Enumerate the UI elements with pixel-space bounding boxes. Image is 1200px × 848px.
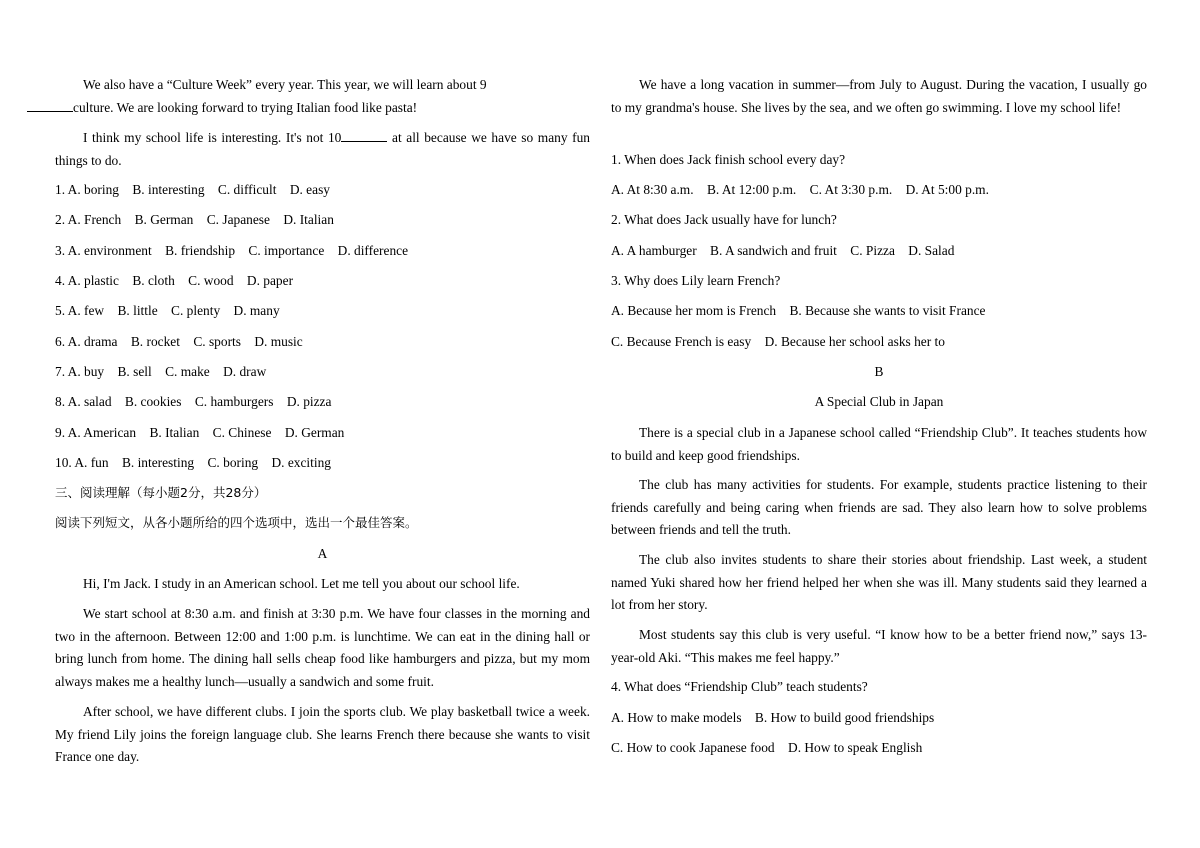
question-3-options-a: A. Because her mom is French B. Because she wants to visit France — [611, 303, 986, 318]
school-life-text-a: I think my school life is interesting. It's not 10 — [83, 130, 342, 145]
question-4: 4. What does “Friendship Club” teach students? — [611, 679, 868, 694]
club-intro-paragraph: There is a special club in a Japanese school called “Friendship Club”. It teaches students how to build and keep good friendships. — [611, 425, 1147, 463]
blank-10 — [341, 127, 387, 142]
schedule-paragraph: We start school at 8:30 a.m. and finish at 3:30 p.m. We have four classes in the morning and two in the afternoon. Between 12:00 and 1:00 p.m. is lunchtime. We can eat in the dining hall or bring lunch from home. The dining hall sells cheap food like hamburgers and pizza, but my mom always makes me a healthy lunch—usually a sandwich and some fruit. — [55, 606, 590, 689]
question-3: 3. Why does Lily learn French? — [611, 273, 781, 288]
option-line-10: 10. A. fun B. interesting C. boring D. exciting — [55, 455, 331, 470]
option-line-3: 3. A. environment B. friendship C. importance D. difference — [55, 243, 409, 258]
option-line-2: 2. A. French B. German C. Japanese D. Italian — [55, 212, 334, 227]
school-life-paragraph — [55, 127, 590, 172]
question-2-options: A. A hamburger B. A sandwich and fruit C. Pizza D. Salad — [611, 243, 955, 258]
passage-label-b: B — [874, 364, 884, 379]
section-instruction: 阅读下列短文，从各小题所给的四个选项中，选出一个最佳答案。 — [55, 515, 418, 530]
culture-week-text-b: culture. We are looking forward to trying Italian food like pasta! — [73, 99, 418, 115]
culture-week-paragraph — [55, 74, 590, 119]
useful-paragraph: Most students say this club is very useful. “I know how to be a better friend now,” says 13-year-old Aki. “This makes me feel happy.” — [611, 627, 1147, 665]
option-line-4: 4. A. plastic B. cloth C. wood D. paper — [55, 273, 294, 288]
option-line-7: 7. A. buy B. sell C. make D. draw — [55, 364, 267, 379]
option-line-1: 1. A. boring B. interesting C. difficult D. easy — [55, 182, 330, 197]
question-3-options-b: C. Because French is easy D. Because her school asks her to — [611, 334, 945, 349]
question-4-options-a: A. How to make models B. How to build good friendships — [611, 710, 935, 725]
option-line-9: 9. A. American B. Italian C. Chinese D. German — [55, 425, 345, 440]
passage-title: A Special Club in Japan — [814, 394, 944, 409]
question-1-options: A. At 8:30 a.m. B. At 12:00 p.m. C. At 3:30 p.m. D. At 5:00 p.m. — [611, 182, 989, 197]
school-life-text-b: at all because we have so many fun things to do. — [55, 130, 590, 168]
option-line-5: 5. A. few B. little C. plenty D. many — [55, 303, 280, 318]
culture-week-text-a: We also have a “Culture Week” every year. This year, we will learn about 9 — [83, 77, 487, 92]
question-1: 1. When does Jack finish school every day? — [611, 152, 846, 167]
blank-9 — [27, 97, 73, 112]
question-4-options-b: C. How to cook Japanese food D. How to speak English — [611, 740, 923, 755]
intro-paragraph: Hi, I'm Jack. I study in an American school. Let me tell you about our school life. — [83, 576, 520, 591]
stories-paragraph: The club also invites students to share their stories about friendship. Last week, a student named Yuki shared how her friend helped her when she was ill. Many students said they learned a lot from her story. — [611, 552, 1147, 612]
clubs-paragraph: After school, we have different clubs. I join the sports club. We play basketball twice a week. My friend Lily joins the foreign language club. She learns French there because she wants to visit France one day. — [55, 704, 590, 764]
passage-label-a: A — [317, 546, 328, 561]
vacation-paragraph: We have a long vacation in summer—from July to August. During the vacation, I usually go to my grandma's house. She lives by the sea, and we often go swimming. I love my school life! — [611, 77, 1147, 115]
question-2: 2. What does Jack usually have for lunch? — [611, 212, 837, 227]
section-heading: 三、阅读理解（每小题2分，共28分） — [55, 485, 267, 500]
option-line-8: 8. A. salad B. cookies C. hamburgers D. pizza — [55, 394, 332, 409]
activities-paragraph: The club has many activities for students. For example, students practice listening to their friends carefully and being caring when friends are sad. They also learn how to solve problems between friends and tell the truth. — [611, 477, 1147, 537]
option-line-6: 6. A. drama B. rocket C. sports D. music — [55, 334, 303, 349]
